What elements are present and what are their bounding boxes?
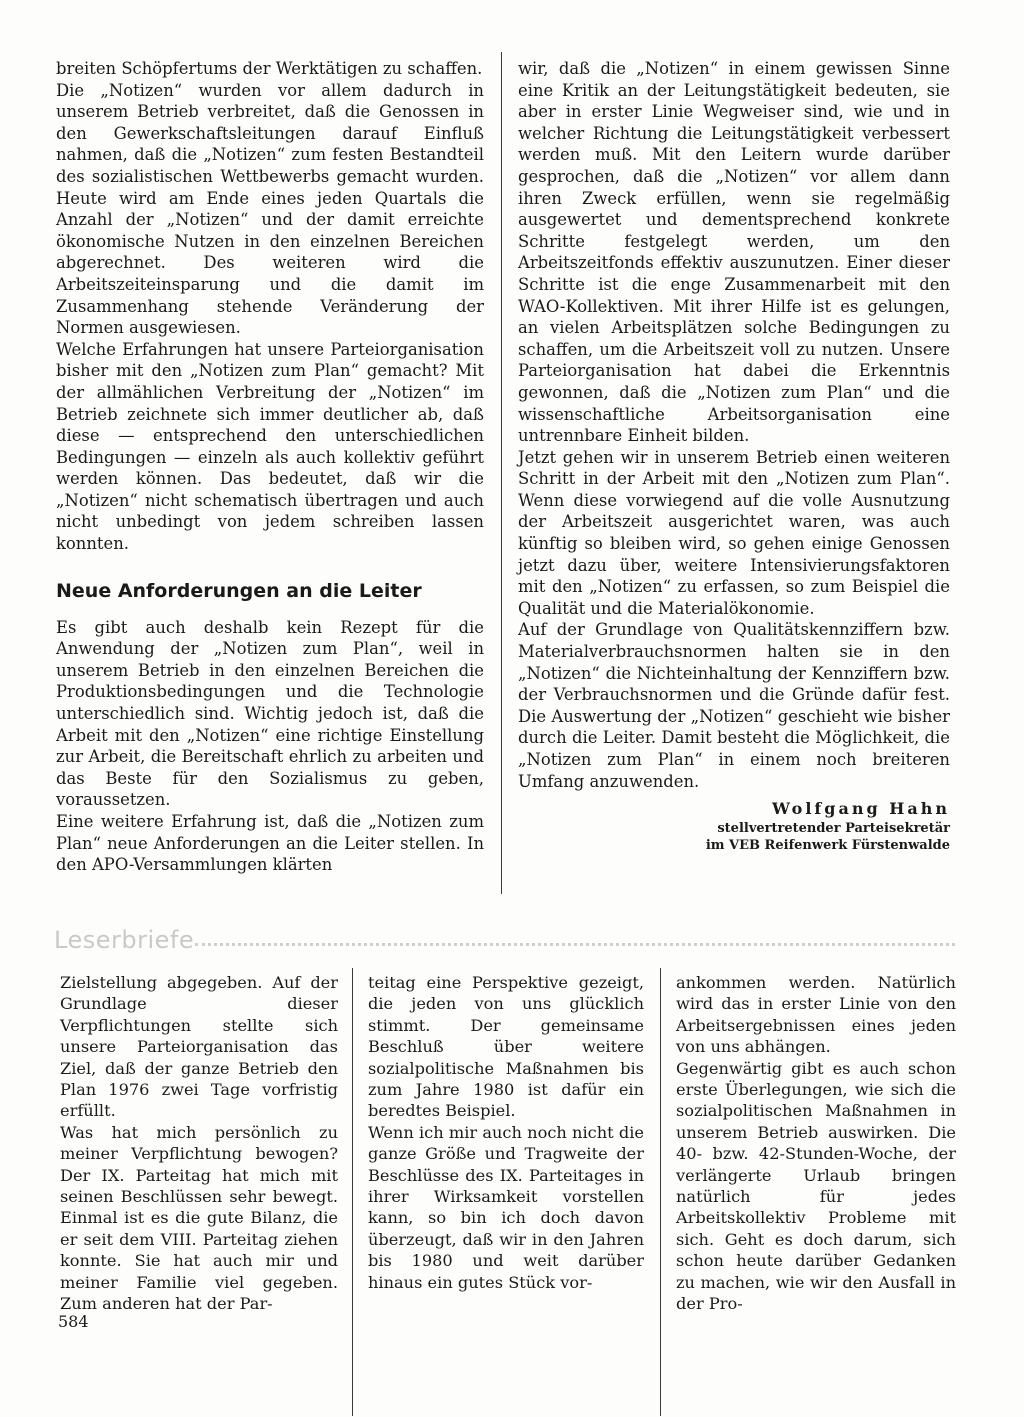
article-column-1: [56, 58, 484, 876]
section-dotted-rule: [195, 943, 955, 946]
letters-column-3: [676, 972, 956, 1315]
paragraph: Was hat mich persönlich zu meiner Verpflichtung bewogen? Der IX. Parteitag hat mich mit seinen Beschlüssen sehr bewegt. Einmal ist es die gute Bilanz, die er seit dem VIII. Parteitag ziehen konnte. Sie hat auch mir und meiner Familie viel gegeben. Zum anderen hat der Par-: [60, 1122, 338, 1314]
author-signature: [518, 798, 950, 854]
column-divider: [352, 968, 353, 1416]
column-divider: [660, 968, 661, 1416]
paragraph: Jetzt gehen wir in unserem Betrieb einen weiteren Schritt in der Arbeit mit den „Notizen zum Plan“. Wenn diese vorwiegend auf die volle Ausnutzung der Arbeitszeit ausgerichtet waren, was auch künftig so bleiben wird, so gehen einige Genossen jetzt dazu über, weitere Intensivierungsfaktoren mit den „Notizen“ zu erfassen, so zum Beispiel die Qualität und die Materialökonomie.: [518, 447, 950, 618]
letters-column-2: [368, 972, 644, 1293]
paragraph: Auf der Grundlage von Qualitätskennziffern bzw. Materialverbrauchsnormen halten sie in den „Notizen“ die Nichteinhaltung der Kennziffern bzw. der Verbrauchsnormen und die Gründe dafür fest. Die Auswertung der „Notizen“ geschieht wie bisher durch die Leiter. Damit besteht die Möglichkeit, die „Notizen zum Plan“ in einem noch breiteren Umfang anzuwenden.: [518, 620, 950, 791]
letters-column-1: [60, 972, 338, 1315]
paragraph: wir, daß die „Notizen“ in einem gewissen Sinne eine Kritik an der Leitungstätigkeit bedeuten, sie aber in erster Linie Wegweiser sind, wie und in welcher Richtung die Leitungstätigkeit verbessert werden muß. Mit den Leitern wurde darüber gesprochen, daß die „Notizen“ vor allem dann ihren Zweck erfüllen, wenn sie regelmäßig ausgewertet und dementsprechend konkrete Schritte festgelegt werden, um den Arbeitszeitfonds effektiv auszunutzen. Einer dieser Schritte ist die enge Zusammenarbeit mit den WAO-Kollektiven. Mit ihrer Hilfe ist es gelungen, an vielen Arbeitsplätzen solche Bedingungen zu schaffen, um die Arbeitszeit voll zu nutzen. Unsere Parteiorganisation hat dabei die Erkenntnis gewonnen, daß die „Notizen zum Plan“ und die wissenschaftliche Arbeitsorganisation eine untrennbare Einheit bilden.: [518, 59, 950, 446]
paragraph: Gegenwärtig gibt es auch schon erste Überlegungen, wie sich die sozialpolitischen Maßnahmen in unserem Betrieb auswirken. Die 40- bzw. 42-Stunden-Woche, der verlängerte Urlaub bringen natürlich für jedes Arbeitskollektiv Probleme mit sich. Geht es doch darum, sich schon heute darüber Gedanken zu machen, wie wir den Ausfall in der Pro-: [676, 1058, 956, 1314]
author-name: Wolfgang Hahn: [772, 799, 950, 819]
paragraph: ankommen werden. Natürlich wird das in erster Linie von den Arbeitsergebnissen eines jeden von uns abhängen.: [676, 973, 956, 1057]
author-title: stellvertretender Parteisekretär: [717, 821, 950, 837]
paragraph: Zielstellung abgegeben. Auf der Grundlage dieser Verpflichtungen stellte sich unsere Parteiorganisation das Ziel, daß der ganze Betrieb den Plan 1976 zwei Tage vorfristig erfüllt.: [60, 973, 338, 1121]
paragraph: Die „Notizen“ wurden vor allem dadurch in unserem Betrieb verbreitet, daß die Genossen in den Gewerkschaftsleitungen darauf Einfluß nahmen, daß die „Notizen“ zum festen Bestandteil des sozialistischen Wettbewerbs gemacht wurden. Heute wird am Ende eines jeden Quartals die Anzahl der „Notizen“ und der damit erreichte ökonomische Nutzen in den einzelnen Bereichen abgerechnet. Des weiteren wird die Arbeitszeiteinsparung und die damit im Zusammenhang stehende Veränderung der Normen ausgewiesen.: [56, 80, 484, 338]
column-divider: [501, 52, 502, 894]
paragraph: Es gibt auch deshalb kein Rezept für die Anwendung der „Notizen zum Plan“, weil in unserem Betrieb in den einzelnen Bereichen die Produktionsbedingungen und die Technologie unterschiedlich sind. Wichtig jedoch ist, daß die Arbeit mit den „Notizen“ eine richtige Einstellung zur Arbeit, die Bereitschaft ehrlich zu arbeiten und das Beste für den Sozialismus zu geben, voraussetzen.: [56, 617, 484, 810]
article-column-2: [518, 58, 950, 854]
paragraph: Wenn ich mir auch noch nicht die ganze Größe und Tragweite der Beschlüsse des IX. Parteitages in ihrer Wirksamkeit vorstellen kann, so bin ich doch davon überzeugt, daß wir in den Jahren bis 1980 und weit darüber hinaus ein gutes Stück vor-: [368, 1122, 644, 1292]
paragraph: teitag eine Perspektive gezeigt, die jeden von uns glücklich stimmt. Der gemeinsame Beschluß über weitere sozialpolitische Maßnahmen bis zum Jahre 1980 ist dafür ein beredtes Beispiel.: [368, 973, 644, 1121]
paragraph: Eine weitere Erfahrung ist, daß die „Notizen zum Plan“ neue Anforderungen an die Leiter stellen. In den APO-Versammlungen klärten: [56, 812, 484, 875]
author-affiliation: im VEB Reifenwerk Fürstenwalde: [705, 838, 950, 854]
page-number: 584: [58, 1312, 89, 1331]
paragraph: breiten Schöpfertums der Werktätigen zu schaffen.: [56, 59, 483, 78]
section-heading: Neue Anforderungen an die Leiter: [56, 579, 422, 602]
section-label-leserbriefe: Leserbriefe: [54, 926, 195, 954]
paragraph: Welche Erfahrungen hat unsere Parteiorganisation bisher mit den „Notizen zum Plan“ gemacht? Mit der allmählichen Verbreitung der „Notizen“ im Betrieb zeichnete sich immer deutlicher ab, daß diese — entsprechend den unterschiedlichen Bedingungen — einzeln als auch kollektiv geführt werden können. Das bedeutet, daß wir die „Notizen“ nicht schematisch übertragen und auch nicht unbedingt von jedem schreiben lassen konnten.: [56, 339, 484, 554]
